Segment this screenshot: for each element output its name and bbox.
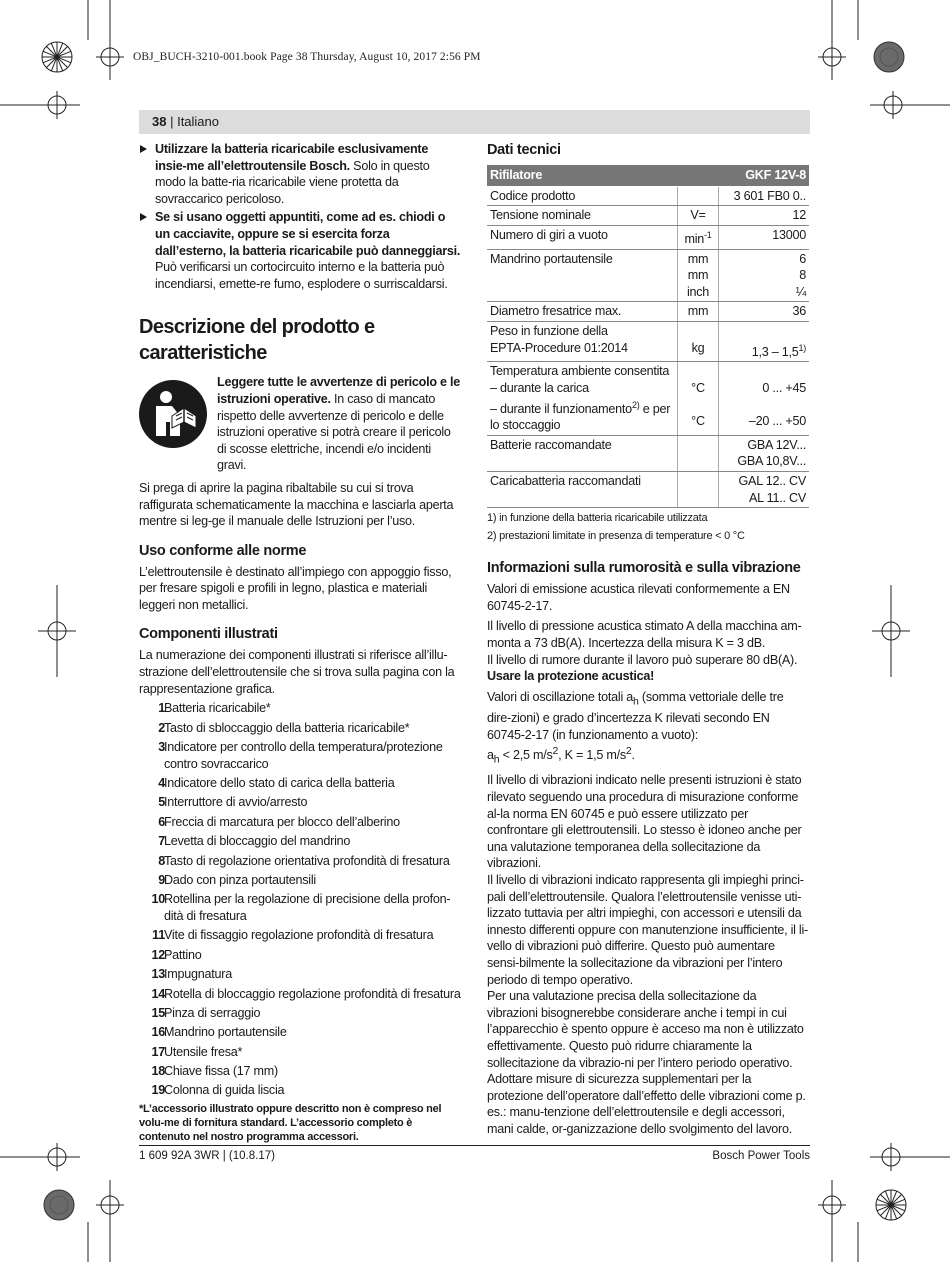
row-value: 0 ... +45 –20 ... +50 (719, 362, 810, 436)
table-row (487, 435, 809, 471)
component-item (139, 1082, 461, 1099)
component-item (139, 1044, 461, 1061)
component-number: 13 (151, 967, 165, 982)
table-row (487, 186, 809, 206)
components-list (139, 700, 461, 1099)
table-note: 2) prestazioni limitate in presenza di temperature < 0 °C (487, 530, 745, 543)
print-header: OBJ_BUCH-3210-001.book Page 38 Thursday, August 10, 2017 2:56 PM (133, 51, 481, 63)
right-column (487, 141, 809, 1137)
component-number: 5 (158, 795, 165, 810)
vibration-text: Per una valutazione precisa della sollecitazione da vibrazioni bisognerebbe considerare anche i tempi in cui l’apparecchio è spento oppure è acceso ma non è utilizzato effettivamente. Questo può ridurre chiaramente la sollecitazione da vibrazio-ni per l’intero periodo operativo. (487, 989, 804, 1070)
row-value: 6 8 ¼ (719, 249, 810, 302)
table-row (487, 302, 809, 322)
component-label: Dado con pinza portautensili (164, 872, 316, 887)
component-number: 12 (151, 947, 165, 962)
component-number: 3 (158, 740, 165, 755)
component-number: 2 (158, 720, 165, 735)
component-label: Tasto di sbloccaggio della batteria ricaricabile* (164, 720, 410, 735)
row-label: Diametro fresatrice max. (487, 302, 678, 322)
component-item (139, 1063, 461, 1080)
page-footer (139, 1145, 810, 1162)
table-row (487, 472, 809, 508)
row-unit: °C °C (678, 362, 719, 436)
bullet-triangle-icon (140, 145, 147, 153)
tech-data-table (487, 165, 809, 508)
accessory-note: *L’accessorio illustrato oppure descritto non è compreso nel volu-me di fornitura standard. L’accessorio completo è contenuto nel nostro programma accessori. (139, 1102, 442, 1143)
row-label: Tensione nominale (487, 206, 678, 226)
table-row (487, 321, 809, 361)
component-label: Pattino (164, 947, 202, 962)
component-label: Impugnatura (164, 967, 232, 982)
row-value: GBA 12V... GBA 10,8V... (719, 435, 810, 471)
component-number: 11 (152, 928, 165, 943)
noise-text: Il livello di pressione acustica stimato A della macchina am-monta a 73 dB(A). Incertezza della misura K = 3 dB. (487, 619, 802, 651)
component-item (139, 1005, 461, 1022)
page-number: 38 (152, 114, 167, 129)
safety-bullet: Utilizzare la batteria ricaricabile esclusivamente insie-me all’elettroutensile Bosch. Solo in questo modo la batte-ria ricaricabile viene protetta da sovraccarico pericoloso. (139, 141, 461, 207)
component-number: 10 (151, 892, 165, 907)
row-unit (678, 472, 719, 508)
warning-block (139, 374, 461, 474)
row-unit (678, 186, 719, 206)
component-label: Utensile fresa* (164, 1044, 243, 1059)
component-number: 7 (158, 834, 165, 849)
component-item (139, 986, 461, 1003)
component-number: 1 (158, 701, 165, 716)
component-number: 6 (158, 814, 165, 829)
component-number: 9 (158, 872, 165, 887)
component-label: Levetta di bloccaggio del mandrino (164, 834, 351, 849)
warning-text: In caso di mancato rispetto delle avvertenze di pericolo e delle istruzioni operative si potrà creare il pericolo di scosse elettriche, incendi e/o incidenti gravi. (217, 391, 451, 473)
fold-out-note: Si prega di aprire la pagina ribaltabile su cui si trova raffigurata schematicamente la macchina e lasciarla aperta mentre si leg-ge il manuale delle Istruzioni per l’uso. (139, 480, 454, 529)
table-row (487, 362, 809, 436)
component-label: Rotellina per la regolazione di precisione della profon-dità di fresatura (164, 892, 451, 923)
row-value: GAL 12.. CV AL 11.. CV (719, 472, 810, 508)
row-unit: mm (678, 302, 719, 322)
component-number: 17 (151, 1044, 165, 1059)
component-number: 16 (151, 1025, 165, 1040)
row-label: Caricabatteria raccomandati (487, 472, 678, 508)
component-label: Tasto di regolazione orientativa profondità di fresatura (164, 853, 450, 868)
row-value: 13000 (719, 225, 810, 249)
component-item (139, 947, 461, 964)
component-item (139, 794, 461, 811)
row-unit: kg (678, 321, 719, 361)
row-unit: mm mm inch (678, 249, 719, 302)
page-section: Italiano (177, 114, 219, 129)
component-item (139, 814, 461, 831)
component-label: Vite di fissaggio regolazione profondità di fresatura (164, 928, 434, 943)
component-number: 19 (151, 1083, 165, 1098)
row-value: 36 (719, 302, 810, 322)
row-unit: V= (678, 206, 719, 226)
vibration-text: Il livello di vibrazioni indicato nelle presenti istruzioni è stato rilevato seguendo una procedura di misurazione conforme al-la norma EN 60745 e può essere utilizzato per confrontare gli elettroutensili. Lo stesso è idoneo anche per una valutazione temporanea della sollecitazione da vibrazioni. (487, 773, 802, 871)
noise-text: Il livello di rumore durante il lavoro può superare 80 dB(A). (487, 652, 798, 667)
components-intro: La numerazione dei componenti illustrati si riferisce all’illu-strazione dell’elettroutensile che si trova sulla pagina con la rappresentazione grafica. (139, 648, 455, 696)
component-item (139, 927, 461, 944)
row-value: 3 601 FB0 0.. (719, 186, 810, 206)
component-number: 18 (151, 1064, 165, 1079)
component-label: Mandrino portautensile (164, 1025, 287, 1040)
vibration-values: Valori di oscillazione totali $a_h$ (somma vettoriale delle tre dire-zioni) e grado d’incertezza K rilevati secondo EN 60745-2-17 (in funzionamento a vuoto): $a_h < 2,5$ $m/s^2$, K = 1,5 $m/s^2$. (487, 689, 784, 766)
component-number: 15 (151, 1005, 165, 1020)
section-heading: Descrizione del prodotto e caratteristiche (139, 316, 375, 365)
row-label: Temperatura ambiente consentita – durante la carica – durante il funzionamento$^{2)}$ e per lo stoccaggio (487, 362, 678, 436)
components-heading: Componenti illustrati (139, 626, 278, 643)
row-unit (678, 435, 719, 471)
hearing-protection-note: Usare la protezione acustica! (487, 669, 655, 684)
row-label: Batterie raccomandate (487, 435, 678, 471)
noise-text: Valori di emissione acustica rilevati conformemente a EN 60745-2-17. (487, 582, 790, 613)
component-number: 8 (158, 853, 165, 868)
table-row (487, 249, 809, 302)
component-item (139, 853, 461, 870)
read-manual-icon (139, 380, 207, 448)
footer-brand: Bosch Power Tools (712, 1150, 810, 1162)
component-number: 4 (158, 776, 165, 791)
row-label: Codice prodotto (487, 186, 678, 206)
row-unit: $\min^{-1}$ (678, 225, 719, 249)
row-label: Numero di giri a vuoto (487, 225, 678, 249)
component-label: Chiave fissa (17 mm) (164, 1064, 278, 1079)
table-note: 1) in funzione della batteria ricaricabile utilizzata (487, 512, 708, 525)
row-label: Peso in funzione della EPTA-Procedure 01:2014 (487, 321, 678, 361)
component-item (139, 966, 461, 983)
vibration-text: Il livello di vibrazioni indicato rappresenta gli impieghi princi-pali dell’elettroutensile. Qualora l’elettroutensile venisse uti-lizzato tuttavia per altri impieghi, con accessori e utensili da innesto differenti oppure con manutenzione insufficiente, il li-vello di vibrazioni può differire. Questo può aumentare sensi-bilmente la sollecitazione da vibrazioni per l’intero periodo di tempo operativo. (487, 872, 808, 987)
component-item (139, 1024, 461, 1041)
component-label: Batteria ricaricabile* (164, 701, 271, 716)
component-item (139, 720, 461, 737)
intended-use-heading: Uso conforme alle norme (139, 542, 307, 559)
component-label: Pinza di serraggio (164, 1005, 261, 1020)
component-label: Rotella di bloccaggio regolazione profondità di fresatura (164, 986, 461, 1001)
component-label: Indicatore per controllo della temperatura/protezione contro sovraccarico (164, 740, 443, 771)
component-label: Interruttore di avvio/arresto (164, 795, 308, 810)
left-column (139, 141, 461, 1144)
safety-bullet: Se si usano oggetti appuntiti, come ad es. chiodi o un cacciavite, oppure se si esercita forza dall’esterno, la batteria ricaricabile può danneggiarsi. Può verificarsi un cortocircuito interno e la batteria può incendiarsi, emette-re fumo, esplodere o surriscaldarsi. (139, 209, 461, 292)
component-item (139, 739, 461, 772)
table-notes (487, 511, 809, 543)
intended-use-text: L’elettroutensile è destinato all’impiego con appoggio fisso, per fresare spigoli e profili in legno, plastica e materiali leggeri non metallici. (139, 564, 452, 612)
vibration-text: Adottare misure di sicurezza supplementari per la protezione dell’operatore dall’effetto delle vibrazioni come p. es.: manu-tenzione dell’elettroutensile e degli accessori, mani calde, or-ganizzazione dello svolgimento del lavoro. (487, 1072, 806, 1136)
bullet-triangle-icon (140, 213, 147, 221)
component-item (139, 891, 461, 924)
noise-heading: Informazioni sulla rumorosità e sulla vibrazione (487, 560, 801, 577)
table-header-row: Rifilatore GKF 12V-8 (487, 165, 809, 186)
component-number: 14 (151, 986, 165, 1001)
component-item (139, 775, 461, 792)
component-label: Indicatore dello stato di carica della batteria (164, 776, 395, 791)
component-item (139, 833, 461, 850)
row-value: 1,3 – 1,5$^{1)}$ (719, 321, 810, 361)
page-header-bar: 38 | Italiano (139, 110, 810, 134)
component-label: Freccia di marcatura per blocco dell’alberino (164, 814, 400, 829)
table-row (487, 225, 809, 249)
tech-data-heading: Dati tecnici (487, 142, 561, 158)
row-value: 12 (719, 206, 810, 226)
row-label: Mandrino portautensile (487, 249, 678, 302)
component-item (139, 872, 461, 889)
table-row (487, 206, 809, 226)
component-item (139, 700, 461, 717)
warning-bold: Leggere tutte le avvertenze di pericolo e le istruzioni operative. (217, 375, 461, 406)
component-label: Colonna di guida liscia (164, 1083, 285, 1098)
footer-doc-code: 1 609 92A 3WR | (10.8.17) (139, 1150, 275, 1162)
